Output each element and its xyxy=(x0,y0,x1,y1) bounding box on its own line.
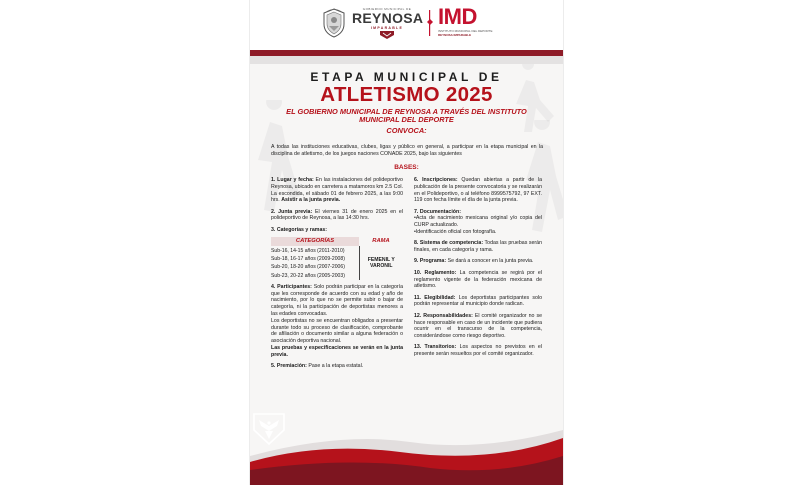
rama-line-1: FEMENIL Y xyxy=(367,257,395,264)
list-item: • Acta de nacimiento mexicana original y/o copia del CURP actualizado. xyxy=(414,215,542,229)
categories-table xyxy=(271,237,403,280)
bases-heading: BASES: xyxy=(394,164,419,171)
base-4-emphasis: Las pruebas y especificaciones se verán en la junta previa. xyxy=(271,345,403,358)
eagle-emblem-icon xyxy=(250,412,288,446)
base-9-programa xyxy=(414,258,542,265)
base-4-participantes xyxy=(271,284,403,359)
base-10-heading: 10. Reglamento: xyxy=(414,269,457,276)
base-2-text: El viernes 31 de enero 2025 en el polideportivo de Reynosa, a las 14:30 hrs. xyxy=(271,208,403,222)
category-cell: Sub-16, 14-15 años (2011-2010) xyxy=(271,247,345,254)
base-3-heading: 3. Categorías y ramas: xyxy=(271,226,328,233)
title-line-2: ATLETISMO 2025 xyxy=(320,83,493,106)
base-8-text: Todas las pruebas serán finales, en cada categoría y rama. xyxy=(414,240,542,254)
base-11-heading: 11. Elegibilidad: xyxy=(414,294,456,301)
imd-logo-wordmark: IMD xyxy=(438,4,477,29)
bases-right-column xyxy=(414,177,542,363)
base-3-categorias xyxy=(271,227,403,234)
base-12-heading: 12. Responsabilidades: xyxy=(414,312,473,319)
convocatoria-poster xyxy=(250,0,563,485)
base-12-text: El comité organizador no se hace responsable en caso de un incidente que pudiera ocurrir en el transcurso de la competencia, considerándose como riesgo deportivo. xyxy=(414,312,542,340)
list-item: • Identificación oficial con fotografía. xyxy=(414,229,542,236)
base-8-heading: 8. Sistema de competencia: xyxy=(414,240,484,247)
poster-header xyxy=(250,0,563,50)
base-5-heading: 5. Premiación: xyxy=(271,363,307,370)
base-12-responsabilidades xyxy=(414,313,542,340)
base-4-text-2: Los deportistas no se encuentran obligados a presentar durante todo su proceso de clasificación, comprobante de afiliación o documento similar a alguna federación o asociación deportiva nacional. xyxy=(271,317,403,345)
base-5-premiacion xyxy=(271,363,403,370)
footer-wave-shapes xyxy=(250,412,563,485)
imd-logo xyxy=(438,5,498,41)
reynosa-emblem-icon xyxy=(380,31,394,39)
imd-logo-subtitle: INSTITUTO MUNICIPAL DEL DEPORTE xyxy=(438,29,493,33)
logo-divider-icon xyxy=(427,10,433,36)
rama-column-header: RAMA xyxy=(372,237,390,244)
base-7-heading: 7. Documentación: xyxy=(414,208,461,215)
bases-left-column xyxy=(271,177,403,374)
base-1-heading: 1. Lugar y fecha: xyxy=(271,177,314,183)
reynosa-logo-top-text: GOBIERNO MUNICIPAL DE xyxy=(362,7,412,11)
base-9-text: Se dará a conocer en la junta previa. xyxy=(446,258,534,265)
convoca-intro: EL GOBIERNO MUNICIPAL DE REYNOSA A TRAVÉS DEL INSTITUTO MUNICIPAL DEL DEPORTE xyxy=(286,107,527,125)
reynosa-logo-wordmark: REYNOSA xyxy=(352,10,424,26)
base-11-text: Los deportistas participantes solo podrán representar al municipio donde radican. xyxy=(414,294,542,308)
documentation-list xyxy=(414,215,542,235)
base-5-text: Pase a la etapa estatal. xyxy=(306,363,364,370)
base-6-text: Quedan abiertas a partir de la publicación de la presente convocatoria y se realizarán en el Polideportivo, o al teléfono 8999575792, 97 EXT. 119 con fecha límite el día de la junta previa. xyxy=(414,177,542,204)
imd-logo-tagline: REYNOSA IMPARABLE xyxy=(438,33,472,37)
base-6-heading: 6. Inscripciones: xyxy=(414,177,458,183)
base-4-text: Solo podrán participar en la categoría que les corresponde de acuerdo con su edad y año de nacimiento, por lo que no se permite subir o bajar de categoría, ni la participación de deportistas menores a las edades convocadas. xyxy=(271,283,403,318)
intro-paragraph: A todas las instituciones educativas, clubes, ligas y público en general, a participar en la etapa municipal en la disciplina de atletismo, de los juegos naciones CONADE 2025, bajo las siguientes xyxy=(271,144,543,157)
reynosa-seal-icon xyxy=(322,8,346,38)
poster-footer xyxy=(250,412,563,485)
base-7-documentacion xyxy=(414,209,542,236)
base-13-text: Los aspectos no previstos en el presente serán resueltos por el comité organizador. xyxy=(414,344,542,358)
reynosa-logo-tagline: IMPARABLE xyxy=(370,26,404,30)
categories-column-header: CATEGORÍAS xyxy=(271,237,359,247)
base-8-sistema xyxy=(414,240,542,254)
reynosa-logo xyxy=(352,7,422,41)
base-13-transitorios xyxy=(414,344,542,358)
base-2-junta-previa xyxy=(271,209,403,223)
rama-cell xyxy=(359,246,403,280)
base-2-heading: 2. Junta previa: xyxy=(271,208,313,215)
base-4-heading: 4. Participantes: xyxy=(271,283,312,290)
base-10-reglamento xyxy=(414,270,542,290)
base-1-text: En las instalaciones del polideportivo Reynosa, ubicado en carretera a matamoros km 2.5 Col. La escondida, el sábado 01 de febrero 2025, a las 9:00 hrs. xyxy=(271,177,403,204)
category-cell: Sub-23, 20-22 años (2005-2003) xyxy=(271,272,345,279)
base-10-text: La competencia se regirá por el reglamento vigente de la federación mexicana de atletismo. xyxy=(414,269,543,290)
base-11-elegibilidad xyxy=(414,295,542,309)
base-13-heading: 13. Transitorios: xyxy=(414,344,457,351)
base-1-emphasis: Asistir a la junta previa. xyxy=(281,197,341,204)
convoca-word: CONVOCA: xyxy=(386,126,427,135)
rama-line-2: VARONIL xyxy=(369,263,393,270)
category-cell: Sub-20, 18-20 años (2007-2006) xyxy=(271,264,345,271)
category-cell: Sub-18, 16-17 años (2009-2008) xyxy=(271,255,345,262)
title-line-1: ETAPA MUNICIPAL DE xyxy=(310,70,503,84)
base-1-lugar-fecha xyxy=(271,177,403,204)
base-9-heading: 9. Programa: xyxy=(414,258,447,265)
table-row xyxy=(271,246,403,254)
header-band-grey xyxy=(250,56,563,64)
header-band xyxy=(250,50,563,64)
categories-table-header xyxy=(271,237,403,247)
base-6-inscripciones xyxy=(414,177,542,204)
